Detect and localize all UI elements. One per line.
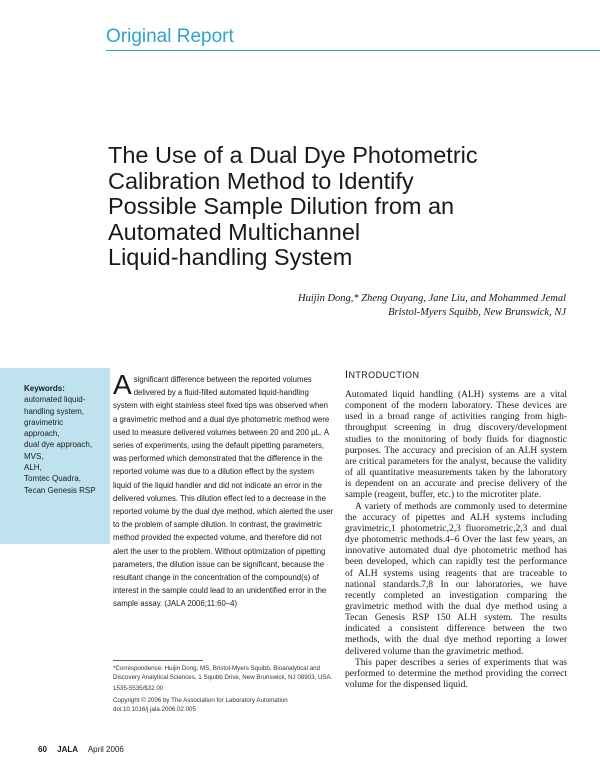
- footnote-issn: 1535-5535/$32.00: [113, 685, 164, 693]
- keyword-item: Tecan Genesis RSP: [24, 485, 96, 495]
- page-footer: [38, 745, 132, 754]
- keyword-item: automated liquid-: [24, 395, 86, 405]
- footnote-correspondence: *Correspondence: Huijin Dong, MS, Bristol-Myers Squibb, Bioanalytical and Discovery Analytical Sciences, 1 Squibb Drive, New Brunswick, NJ 08903, USA.: [113, 665, 333, 682]
- introduction-paragraph: A variety of methods are commonly used to determine the accuracy of pipettes and ALH systems including gravimetric,1 photometric,2,3 fluorometric,2,3 and dual dye photometric methods.4–6 Over the last few years, an innovative automated dual dye photometric method has been developed, which can rapidly test the performance of ALH systems using reagents that are traceable to national standards.7,8 In our laboratories, we have recently completed an investigation comparing the gravimetric method with the dual dye method using a Tecan Genesis RSP 150 ALH system. The results indicated a consistent difference between the two methods, with the dual dye method reporting a lower delivered volume than the gravimetric method.: [345, 501, 567, 657]
- introduction-heading: [345, 369, 419, 381]
- keyword-item: approach,: [24, 429, 60, 439]
- journal-name: JALA: [57, 745, 79, 754]
- author-block: [298, 292, 566, 320]
- author-names: Huijin Dong,* Zheng Ouyang, Jane Liu, and Mohammed Jemal: [297, 293, 566, 304]
- abstract-drop-cap: A: [113, 369, 132, 400]
- keywords-block: [24, 383, 110, 496]
- title-line: Automated Multichannel: [108, 218, 361, 245]
- keyword-item: handling system,: [24, 406, 85, 416]
- keyword-item: MVS,: [24, 451, 44, 461]
- title-line: Possible Sample Dilution from an: [108, 193, 455, 219]
- footnote-rule: [113, 660, 203, 661]
- introduction-heading-rest: NTRODUCTION: [348, 370, 420, 380]
- keyword-item: Tomtec Quadra,: [24, 474, 81, 484]
- footnote-doi: doi:10.1016/j.jala.2006.02.005: [113, 705, 196, 713]
- introduction-paragraph: This paper describes a series of experiments that was performed to determine the method providing the correct volume for the dispensed liquid.: [345, 657, 567, 691]
- title-line: Liquid-handling System: [108, 244, 353, 270]
- section-label: Original Report: [106, 26, 234, 47]
- title-line: The Use of a Dual Dye Photometric: [108, 142, 478, 168]
- introduction-paragraph: Automated liquid handling (ALH) systems are a vital component of the modern laboratory. These devices are used in a broad range of activities ranging from high-throughput screening in drug discovery/development studies to the monitoring of body fluids for diagnostic purposes. The accuracy and precision of an ALH system are critical parameters for the analyst, because the validity of all quantitative measurements taken by the laboratory is dependent on an accurate and precise delivery of the sample (reagent, buffer, etc.) to the microtiter plate.: [345, 390, 567, 501]
- footnote: [113, 664, 335, 714]
- issue-date: April 2006: [87, 745, 124, 754]
- page-number: 60: [38, 745, 47, 754]
- introduction-heading-cap: I: [345, 369, 349, 381]
- abstract: [113, 369, 334, 611]
- article-title: [108, 143, 578, 271]
- title-line: Calibration Method to Identify: [108, 167, 414, 194]
- keyword-item: dual dye approach,: [24, 440, 93, 450]
- header-rule: [106, 50, 600, 51]
- keyword-item: ALH,: [24, 463, 42, 473]
- introduction-body: [345, 390, 567, 691]
- author-affiliation: Bristol-Myers Squibb, New Brunswick, NJ: [388, 307, 566, 318]
- keywords-title: Keywords:: [24, 384, 65, 393]
- abstract-text: significant difference between the reported volumes delivered by a fluid-filled automated liquid-handling system with eight stainless steel fixed tips was observed when a gravimetric method and a dual dye photometric method were used to measure delivered volumes between 20 and 200 µL. A series of experiments, using the default pipetting parameters, was performed which demonstrated that the difference in the reported volume was due to a dilution effect by the system liquid of the liquid handler and did not indicate an error in the delivered volumes. This dilution effect led to a decrease in the reported volume by the dual dye method, which alerted the user to the problem of sample dilution. In contrast, the gravimetric method provided the expected volume, and therefore did not alert the user to the problem. Without optimization of pipetting parameters, the dilution issue can be significant, because the resultant change in the concentration of the compound(s) of interest in the sample could lead to an unidentified error in the sample assay. (JALA 2006;11:60–4): [113, 375, 334, 609]
- footnote-copyright: Copyright © 2006 by The Association for Laboratory Automation: [113, 696, 288, 704]
- keyword-item: gravimetric: [24, 417, 64, 427]
